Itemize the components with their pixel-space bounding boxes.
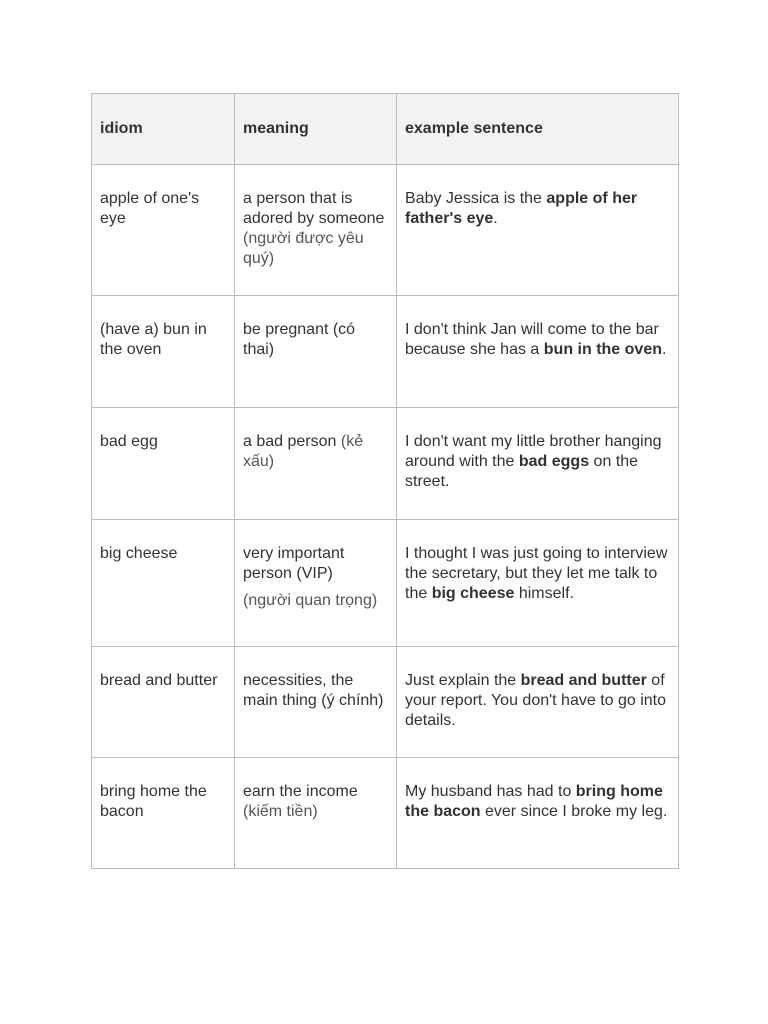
example-text: Just explain the (405, 672, 521, 689)
example-cell (397, 296, 679, 408)
example-text-end: . (493, 210, 498, 227)
table-row (92, 758, 679, 869)
meaning-cell (235, 165, 397, 296)
meaning-text: be pregnant (có thai) (243, 321, 356, 358)
header-meaning: meaning (235, 94, 397, 165)
meaning-text: necessities, the main thing (ý chính) (243, 672, 384, 709)
example-idiom: bun in the oven (543, 341, 662, 358)
idiom-cell: bad egg (92, 408, 235, 520)
meaning-vietnamese: (người quan trọng) (243, 592, 378, 609)
table-row (92, 408, 679, 520)
idiom-cell: big cheese (92, 520, 235, 647)
table-row (92, 296, 679, 408)
meaning-cell (235, 296, 397, 408)
idioms-table (91, 93, 679, 869)
example-text-end: . (661, 341, 667, 358)
example-text: I don't think Jan will come to the bar because she has a (405, 321, 659, 358)
idiom-cell: apple of one's eye (92, 165, 235, 296)
meaning-cell (235, 408, 397, 520)
example-text-end: himself. (514, 585, 574, 602)
meaning-text: a person that is adored by someone (243, 190, 385, 227)
example-idiom: big cheese (431, 585, 515, 602)
example-cell (397, 165, 679, 296)
meaning-vietnamese: (kẻ xấu) (243, 433, 364, 470)
example-idiom: bad eggs (518, 453, 590, 470)
example-idiom: apple of her father's eye (405, 190, 638, 227)
idiom-cell: bread and butter (92, 647, 235, 758)
example-cell (397, 647, 679, 758)
meaning-vietnamese: (kiếm tiền) (243, 803, 318, 820)
example-cell (397, 408, 679, 520)
meaning-cell (235, 520, 397, 647)
header-example-sentence: example sentence (397, 94, 679, 165)
example-idiom: bread and butter (520, 672, 647, 689)
table-row (92, 520, 679, 647)
example-text-end: on the street. (405, 453, 639, 490)
example-text-end: of your report. You don't have to go into details. (405, 672, 667, 729)
idiom-cell: bring home the bacon (92, 758, 235, 869)
header-idiom: idiom (92, 94, 235, 165)
table-row (92, 647, 679, 758)
meaning-text: earn the income (243, 783, 358, 800)
example-cell (397, 520, 679, 647)
example-text: My husband has had to (405, 783, 576, 800)
table-header-row (92, 94, 679, 165)
meaning-cell (235, 758, 397, 869)
example-text-end: ever since I broke my leg. (480, 803, 668, 820)
meaning-text: a bad person (243, 433, 337, 450)
example-text: I don't want my little brother hanging around with the (405, 433, 662, 470)
table-row (92, 165, 679, 296)
example-text: Baby Jessica is the (405, 190, 547, 207)
example-text: I thought I was just going to interview the secretary, but they let me talk to the (405, 545, 668, 602)
meaning-text: very important person (VIP) (243, 545, 345, 582)
example-idiom: bring home the bacon (405, 783, 663, 820)
example-cell (397, 758, 679, 869)
meaning-vietnamese: (người được yêu quý) (243, 230, 364, 267)
meaning-cell (235, 647, 397, 758)
idiom-cell: (have a) bun in the oven (92, 296, 235, 408)
